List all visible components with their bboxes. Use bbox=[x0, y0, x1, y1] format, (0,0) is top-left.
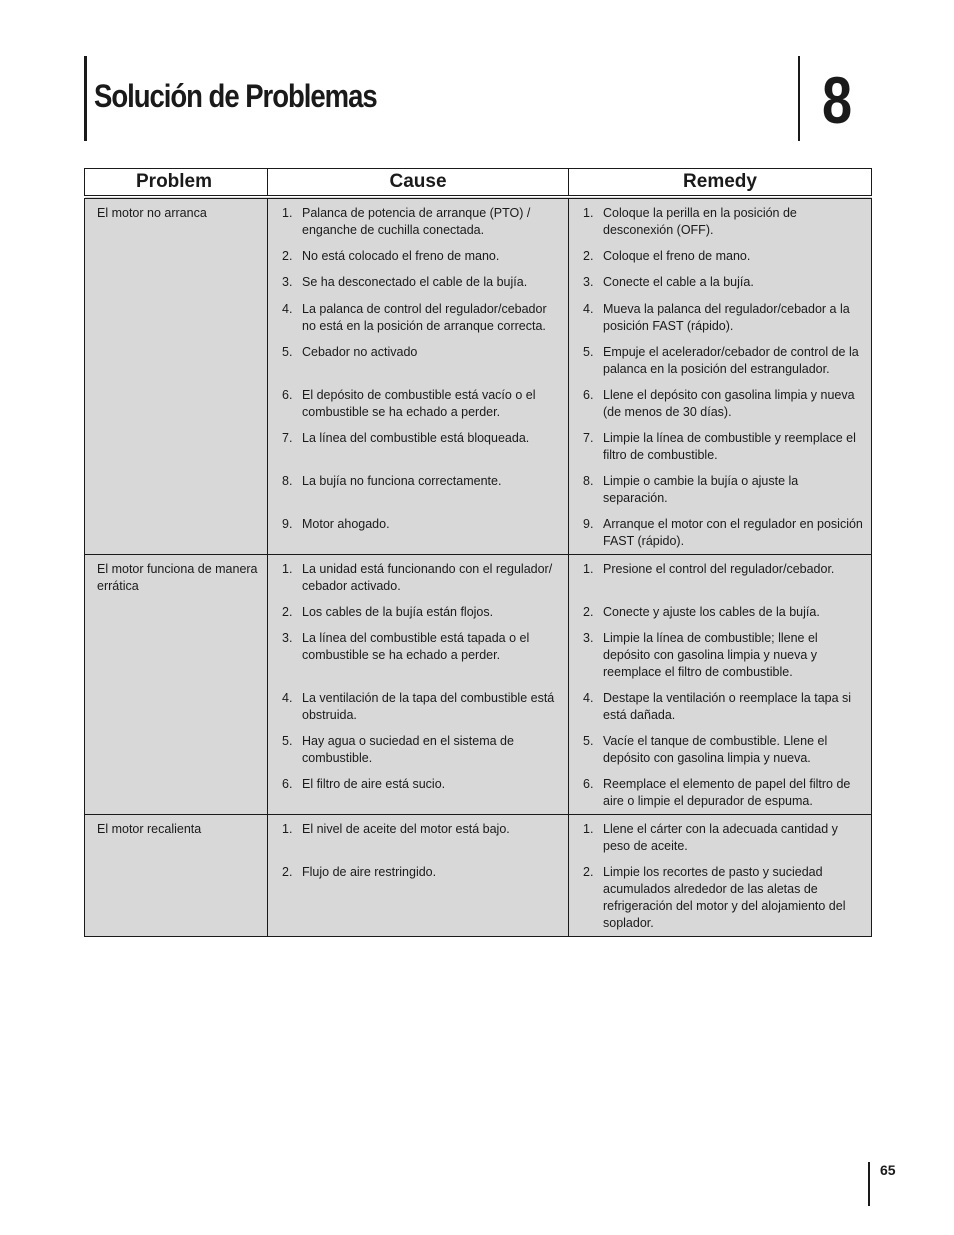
cause-text: Cebador no activado bbox=[302, 345, 418, 359]
remedy-text: Arranque el motor con el regulador en posición FAST (rápido). bbox=[603, 517, 863, 548]
remedy-text: Limpie la línea de combustible y reemplace el filtro de combustible. bbox=[603, 431, 856, 462]
list-item bbox=[274, 604, 562, 630]
problem-cell: El motor recalienta bbox=[85, 815, 268, 937]
table-row bbox=[85, 197, 872, 555]
list-item bbox=[575, 248, 865, 274]
cause-list bbox=[274, 821, 562, 932]
list-item bbox=[575, 205, 865, 248]
remedy-text: Destape la ventilación o reemplace la tapa si está dañada. bbox=[603, 691, 852, 722]
list-item bbox=[274, 430, 562, 473]
item-number: 6. bbox=[583, 777, 594, 791]
list-item bbox=[575, 516, 865, 550]
item-number: 5. bbox=[583, 734, 594, 748]
chapter-number: 8 bbox=[822, 63, 853, 137]
remedy-text: Conecte el cable a la bujía. bbox=[603, 275, 754, 289]
remedy-list bbox=[575, 561, 865, 810]
cause-text: La línea del combustible está bloqueada. bbox=[302, 431, 530, 445]
item-number: 1. bbox=[583, 562, 594, 576]
remedy-text: Coloque la perilla en la posición de desconexión (OFF). bbox=[603, 206, 797, 237]
remedy-text: Limpie la línea de combustible; llene el depósito con gasolina limpia y nueva y reemplace el filtro de combustible. bbox=[603, 631, 818, 679]
list-item bbox=[274, 473, 562, 516]
item-number: 1. bbox=[282, 206, 293, 220]
item-number: 2. bbox=[583, 249, 594, 263]
list-item bbox=[575, 630, 865, 690]
item-number: 4. bbox=[282, 691, 293, 705]
remedy-cell bbox=[569, 815, 872, 937]
list-item bbox=[274, 733, 562, 776]
cause-text: Hay agua o suciedad en el sistema de combustible. bbox=[302, 734, 514, 765]
list-item bbox=[274, 864, 562, 932]
item-number: 2. bbox=[282, 605, 293, 619]
remedy-text: Limpie o cambie la bujía o ajuste la separación. bbox=[603, 474, 799, 505]
item-number: 1. bbox=[282, 562, 293, 576]
item-number: 6. bbox=[583, 388, 594, 402]
cause-text: No está colocado el freno de mano. bbox=[302, 249, 500, 263]
problem-cell: El motor funciona de manera errática bbox=[85, 555, 268, 815]
cause-list bbox=[274, 205, 562, 550]
remedy-list bbox=[575, 205, 865, 550]
troubleshooting-table bbox=[84, 168, 872, 937]
list-item bbox=[274, 274, 562, 301]
item-number: 2. bbox=[583, 865, 594, 879]
remedy-text: Reemplace el elemento de papel del filtro de aire o limpie el depurador de espuma. bbox=[603, 777, 851, 808]
remedy-text: Mueva la palanca del regulador/cebador a la posición FAST (rápido). bbox=[603, 302, 850, 333]
cause-text: La ventilación de la tapa del combustible está obstruida. bbox=[302, 691, 555, 722]
list-item bbox=[575, 604, 865, 630]
list-item bbox=[274, 248, 562, 274]
table-row bbox=[85, 555, 872, 815]
list-item bbox=[575, 561, 865, 604]
remedy-text: Empuje el acelerador/cebador de control de la palanca en la posición del estrangulador. bbox=[603, 345, 859, 376]
item-number: 7. bbox=[282, 431, 293, 445]
item-number: 1. bbox=[583, 206, 594, 220]
item-number: 8. bbox=[583, 474, 594, 488]
item-number: 5. bbox=[583, 345, 594, 359]
list-item bbox=[575, 430, 865, 473]
cause-cell bbox=[268, 555, 569, 815]
cause-text: Palanca de potencia de arranque (PTO) / enganche de cuchilla conectada. bbox=[302, 206, 531, 237]
item-number: 4. bbox=[583, 691, 594, 705]
item-number: 3. bbox=[282, 631, 293, 645]
list-item bbox=[274, 387, 562, 430]
cause-text: Los cables de la bujía están flojos. bbox=[302, 605, 494, 619]
cause-list bbox=[274, 561, 562, 810]
cause-text: La bujía no funciona correctamente. bbox=[302, 474, 502, 488]
page-number: 65 bbox=[880, 1162, 896, 1178]
cause-text: La línea del combustible está tapada o el combustible se ha echado a perder. bbox=[302, 631, 530, 662]
list-item bbox=[274, 821, 562, 864]
item-number: 4. bbox=[583, 302, 594, 316]
list-item bbox=[274, 630, 562, 690]
list-item bbox=[575, 690, 865, 733]
chapter-rule bbox=[798, 56, 800, 141]
remedy-cell bbox=[569, 555, 872, 815]
header-remedy: Remedy bbox=[569, 169, 872, 198]
remedy-text: Limpie los recortes de pasto y suciedad acumulados alrededor de las aletas de refrigeración del motor y del alojamiento del soplador. bbox=[603, 865, 846, 930]
cause-text: Se ha desconectado el cable de la bujía. bbox=[302, 275, 528, 289]
list-item bbox=[274, 205, 562, 248]
cause-text: La unidad está funcionando con el regulador/ cebador activado. bbox=[302, 562, 553, 593]
table-row bbox=[85, 815, 872, 937]
item-number: 2. bbox=[583, 605, 594, 619]
list-item bbox=[274, 690, 562, 733]
table-body bbox=[85, 197, 872, 937]
item-number: 1. bbox=[583, 822, 594, 836]
cause-text: El filtro de aire está sucio. bbox=[302, 777, 446, 791]
remedy-text: Vacíe el tanque de combustible. Llene el depósito con gasolina limpia y nueva. bbox=[603, 734, 828, 765]
item-number: 9. bbox=[583, 517, 594, 531]
cause-cell bbox=[268, 197, 569, 555]
remedy-text: Llene el cárter con la adecuada cantidad y peso de aceite. bbox=[603, 822, 838, 853]
item-number: 3. bbox=[282, 275, 293, 289]
item-number: 8. bbox=[282, 474, 293, 488]
item-number: 9. bbox=[282, 517, 293, 531]
cause-text: Flujo de aire restringido. bbox=[302, 865, 437, 879]
remedy-list bbox=[575, 821, 865, 932]
header-cause: Cause bbox=[268, 169, 569, 198]
item-number: 3. bbox=[583, 275, 594, 289]
item-number: 5. bbox=[282, 734, 293, 748]
item-number: 3. bbox=[583, 631, 594, 645]
page-number-rule bbox=[868, 1162, 870, 1206]
item-number: 6. bbox=[282, 388, 293, 402]
list-item bbox=[274, 516, 562, 550]
cause-text: La palanca de control del regulador/cebador no está en la posición de arranque correcta. bbox=[302, 302, 547, 333]
list-item bbox=[274, 776, 562, 810]
list-item bbox=[575, 821, 865, 864]
item-number: 2. bbox=[282, 865, 293, 879]
list-item bbox=[575, 301, 865, 344]
page-title: Solución de Problemas bbox=[94, 78, 377, 114]
cause-cell bbox=[268, 815, 569, 937]
item-number: 7. bbox=[583, 431, 594, 445]
item-number: 6. bbox=[282, 777, 293, 791]
remedy-cell bbox=[569, 197, 872, 555]
list-item bbox=[274, 344, 562, 387]
list-item bbox=[575, 473, 865, 516]
cause-text: El depósito de combustible está vacío o el combustible se ha echado a perder. bbox=[302, 388, 536, 419]
list-item bbox=[575, 733, 865, 776]
item-number: 1. bbox=[282, 822, 293, 836]
remedy-text: Conecte y ajuste los cables de la bujía. bbox=[603, 605, 820, 619]
list-item bbox=[575, 864, 865, 932]
item-number: 4. bbox=[282, 302, 293, 316]
problem-cell: El motor no arranca bbox=[85, 197, 268, 555]
table-header-row bbox=[85, 169, 872, 198]
list-item bbox=[575, 344, 865, 387]
list-item bbox=[575, 387, 865, 430]
title-rule bbox=[84, 56, 87, 141]
header-problem: Problem bbox=[85, 169, 268, 198]
remedy-text: Coloque el freno de mano. bbox=[603, 249, 751, 263]
list-item bbox=[274, 561, 562, 604]
remedy-text: Llene el depósito con gasolina limpia y nueva (de menos de 30 días). bbox=[603, 388, 855, 419]
item-number: 5. bbox=[282, 345, 293, 359]
cause-text: El nivel de aceite del motor está bajo. bbox=[302, 822, 510, 836]
list-item bbox=[274, 301, 562, 344]
list-item bbox=[575, 776, 865, 810]
cause-text: Motor ahogado. bbox=[302, 517, 390, 531]
item-number: 2. bbox=[282, 249, 293, 263]
list-item bbox=[575, 274, 865, 301]
remedy-text: Presione el control del regulador/cebador. bbox=[603, 562, 835, 576]
